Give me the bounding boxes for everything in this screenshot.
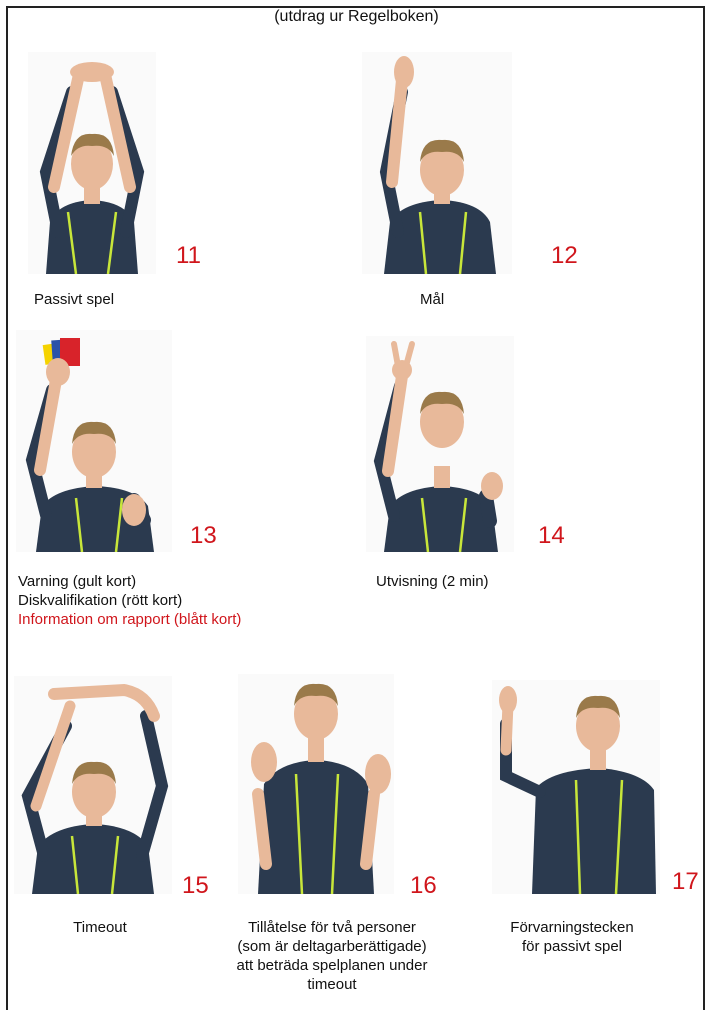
- referee-photo-goal: [362, 52, 512, 274]
- signal-caption: Varning (gult kort) Diskvalifikation (rött kort) Information om rapport (blått kort): [18, 573, 242, 628]
- signal-number: 16: [410, 872, 437, 899]
- referee-photo-passive-play: [28, 52, 156, 274]
- signal-number: 15: [182, 872, 209, 899]
- signal-caption: Timeout: [73, 919, 127, 936]
- signal-number: 14: [538, 522, 565, 549]
- signal-caption: Passivt spel: [34, 291, 115, 308]
- referee-photo-suspension: [366, 336, 514, 552]
- signal-number: 17: [672, 868, 699, 895]
- page-title: (utdrag ur Regelboken): [274, 8, 439, 25]
- referee-photo-timeout: [14, 676, 172, 894]
- signal-caption: Utvisning (2 min): [376, 573, 489, 590]
- signal-number: 11: [176, 242, 201, 269]
- referee-photo-two-persons: [238, 674, 394, 894]
- signal-caption: Tillåtelse för två personer (som är deltagarberättigade) att beträda spelplanen under timeout: [236, 919, 428, 993]
- signal-number: 13: [190, 522, 217, 549]
- referee-photo-warning-passive: [492, 680, 660, 894]
- referee-photo-cards: [16, 330, 172, 552]
- signal-caption: Mål: [420, 291, 445, 308]
- signal-number: 12: [551, 242, 578, 269]
- signal-caption: Förvarningstecken för passivt spel: [510, 919, 634, 955]
